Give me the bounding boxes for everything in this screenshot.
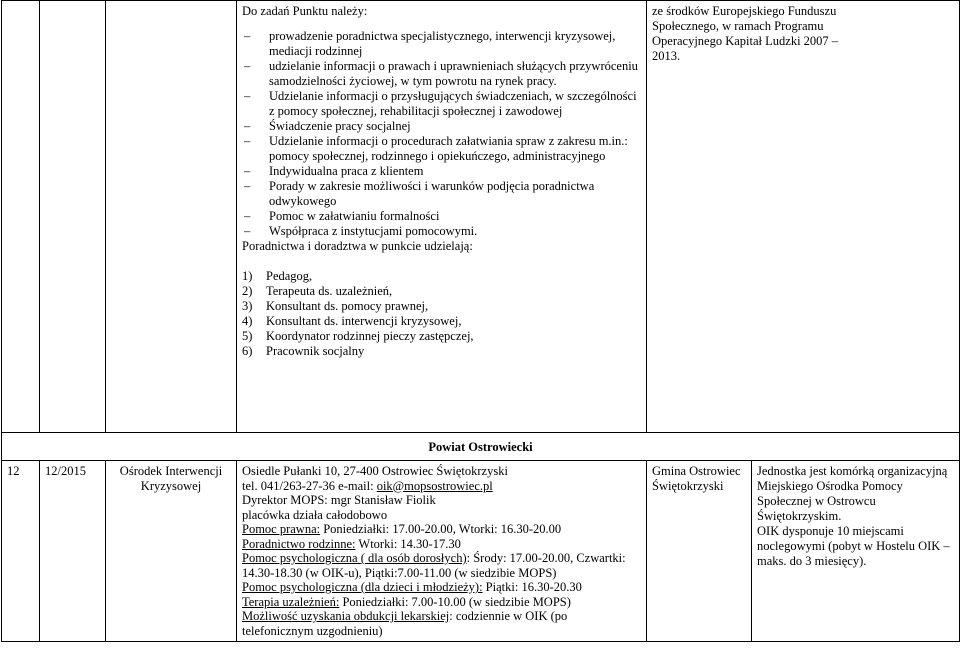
section-header-row [2, 433, 960, 461]
advisor-item: 4) Konsultant ds. interwencji kryzysowej, [242, 314, 462, 328]
schedule-item: Poradnictwo rodzinne: Wtorki: 14.30-17.30 [242, 536, 461, 551]
empty-cell [2, 1, 40, 433]
entry-number: 12/2015 [40, 461, 106, 642]
tasks-cell [237, 1, 647, 433]
entry-gmina: Gmina Ostrowiec Świętokrzyski [647, 461, 752, 642]
task-item: – Porady w zakresie możliwości i warunków podjęcia poradnictwa odwykowego [242, 179, 641, 209]
schedule-item: Pomoc prawna: Poniedziałki: 17.00-20.00, Wtorki: 16.30-20.00 [242, 522, 562, 536]
task-item: – Świadczenie pracy socjalnej [242, 119, 641, 134]
email-link[interactable]: oik@mopsostrowiec.pl [376, 478, 493, 493]
entry-director: Dyrektor MOPS: mgr Stanisław Fiolik [242, 493, 436, 507]
advisors-list [242, 269, 641, 359]
advisor-item: 6) Pracownik socjalny [242, 344, 365, 358]
task-item: – Udzielanie informacji o procedurach załatwiania spraw z zakresu m.in.: pomocy społecznej, rodzinnego i opiekuńczego, administracyjnego [242, 134, 641, 164]
task-item: – prowadzenie poradnictwa specjalistycznego, interwencji kryzysowej, mediacji rodzinnej [242, 29, 641, 59]
empty-cell [647, 1, 960, 433]
empty-cell [40, 1, 106, 433]
entry-notes [752, 461, 960, 642]
advisor-item: 3) Konsultant ds. pomocy prawnej, [242, 299, 429, 313]
advisor-item: 5) Koordynator rodzinnej pieczy zastępczej, [242, 329, 474, 343]
advisors-intro: Poradnictwa i doradztwa w punkcie udzielają: [242, 239, 473, 253]
entry-lp: 12 [2, 461, 40, 642]
advisor-item: 1) Pedagog, [242, 269, 313, 283]
entry-contact: tel. 041/263-27-36 e-mail: oik@mopsostrowiec.pl [242, 478, 493, 493]
task-item: – Indywidualna praca z klientem [242, 164, 641, 179]
tasks-list [242, 29, 641, 239]
unit-note: Jednostka jest komórką organizacyjną Miejskiego Ośrodka Pomocy Społecznej w Ostrowcu Świętokrzyskim. [757, 464, 948, 523]
facility-table [1, 0, 960, 642]
funding-note: ze środków Europejskiego Funduszu Społecznego, w ramach Programu Operacyjnego Kapitał Ludzki 2007 – 2013. [652, 4, 839, 63]
schedule-item: Pomoc psychologiczna (dla dzieci i młodzieży): Piątki: 16.30-20.30 [242, 580, 582, 594]
entry-address: Osiedle Pułanki 10, 27-400 Ostrowiec Świętokrzyski [242, 464, 508, 478]
entry-hours-note: placówka działa całodobowo [242, 507, 388, 522]
task-item: – Pomoc w załatwianiu formalności [242, 209, 641, 224]
entry-row [2, 461, 960, 642]
schedule-item: Możliwość uzyskania obdukcji lekarskiej: codziennie w OIK (po telefonicznym uzgodnieniu) [242, 609, 568, 638]
entry-name: Ośrodek Interwencji Kryzysowej [106, 461, 237, 642]
section-header: Powiat Ostrowiecki [2, 433, 960, 461]
schedule-item: Terapia uzależnień: Poniedziałki: 7.00-10.00 (w siedzibie MOPS) [242, 594, 571, 609]
capacity-note: OIK dysponuje 10 miejscami noclegowymi (pobyt w Hostelu OIK – maks. do 3 miesięcy). [757, 524, 950, 568]
task-item: – Udzielanie informacji o przysługujących świadczeniach, w szczególności z pomocy społecznej, rehabilitacji społecznej i zawodowej [242, 89, 641, 119]
tasks-intro: Do zadań Punktu należy: [242, 4, 368, 18]
schedule-item: Pomoc psychologiczna ( dla osób dorosłych): Środy: 17.00-20.00, Czwartki: 14.30-18.30 (w OIK-u), Piątki:7.00-11.00 (w siedzibie MOPS) [242, 551, 626, 580]
advisor-item: 2) Terapeuta ds. uzależnień, [242, 284, 393, 298]
empty-cell [106, 1, 237, 433]
continuation-row [2, 1, 960, 433]
entry-details [237, 461, 647, 642]
task-item: – udzielanie informacji o prawach i uprawnieniach służących przywróceniu samodzielności życiowej, w tym powrotu na rynek pracy. [242, 59, 641, 89]
task-item: – Współpraca z instytucjami pomocowymi. [242, 224, 641, 239]
